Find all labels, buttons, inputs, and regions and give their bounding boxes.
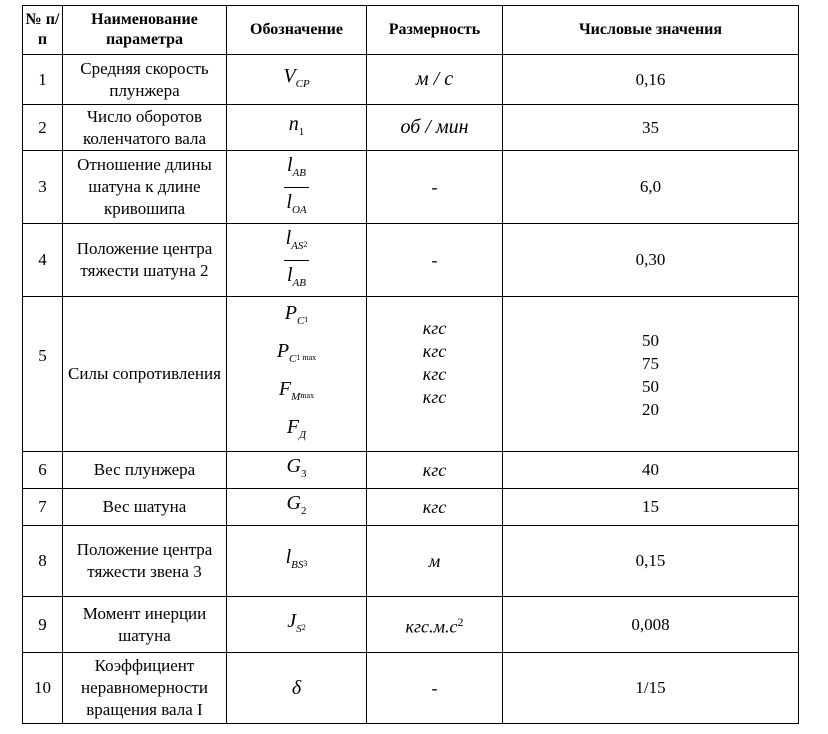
param-unit: м / с <box>367 55 503 105</box>
row-number: 1 <box>23 55 63 105</box>
table-row <box>23 452 799 489</box>
table-row <box>23 653 799 724</box>
param-unit: $кгс.м.с^2$ <box>367 597 503 653</box>
param-value: 0,008 <box>503 597 799 653</box>
param-unit: - <box>367 224 503 297</box>
param-unit: кгс <box>367 452 503 489</box>
row-number: 7 <box>23 489 63 526</box>
param-name: Коэффициент неравномерности вращения вала I <box>63 653 227 724</box>
param-name: Положение центра тяжести шатуна 2 <box>63 224 227 297</box>
param-symbol: $P_C1$ $P_C1$ max $F_M\max$ $F_Д$ <box>227 297 367 452</box>
param-unit: - <box>367 653 503 724</box>
table-row <box>23 55 799 105</box>
header-symbol: Обозначение <box>227 6 367 55</box>
param-value: 40 <box>503 452 799 489</box>
header-row <box>23 6 799 55</box>
param-symbol: $l_{BS}3$ <box>227 526 367 597</box>
param-symbol: $G_3$ <box>227 452 367 489</box>
row-number: 3 <box>23 151 63 224</box>
table-row <box>23 489 799 526</box>
param-value: 0,16 <box>503 55 799 105</box>
param-value: 0,15 <box>503 526 799 597</box>
param-value: 1/15 <box>503 653 799 724</box>
header-unit: Размерность <box>367 6 503 55</box>
row-number: 6 <box>23 452 63 489</box>
param-name: Момент инерции шатуна <box>63 597 227 653</box>
param-name: Положение центра тяжести звена 3 <box>63 526 227 597</box>
param-value: 6,0 <box>503 151 799 224</box>
row-number: 4 <box>23 224 63 297</box>
param-name: Вес плунжера <box>63 452 227 489</box>
param-symbol: $J_S2$ <box>227 597 367 653</box>
param-unit: кгс <box>367 489 503 526</box>
header-name: Наименование параметра <box>63 6 227 55</box>
param-name: Средняя скорость плунжера <box>63 55 227 105</box>
row-number: 5 <box>23 297 63 452</box>
param-name: Вес шатуна <box>63 489 227 526</box>
table-row <box>23 224 799 297</box>
row-number: 2 <box>23 105 63 151</box>
param-unit: об / мин <box>367 105 503 151</box>
header-value: Числовые значения <box>503 6 799 55</box>
header-num: № п/п <box>23 6 63 55</box>
row-number: 8 <box>23 526 63 597</box>
param-value: 15 <box>503 489 799 526</box>
param-symbol <box>227 151 367 224</box>
param-value: 50 75 50 20 <box>503 297 799 452</box>
param-value: 0,30 <box>503 224 799 297</box>
param-symbol: $G_2$ <box>227 489 367 526</box>
param-name: Силы сопротивления <box>63 297 227 452</box>
row-number: 10 <box>23 653 63 724</box>
fraction: $\frac{l_{AB}}{l_{OA}}$ <box>286 153 307 216</box>
table-row <box>23 105 799 151</box>
param-symbol: $n_1$ <box>227 105 367 151</box>
param-name: Число оборотов коленчатого вала <box>63 105 227 151</box>
table-row <box>23 526 799 597</box>
table-row <box>23 297 799 452</box>
table-row <box>23 597 799 653</box>
param-value: 35 <box>503 105 799 151</box>
param-unit: - <box>367 151 503 224</box>
param-name: Отношение длины шатуна к длине кривошипа <box>63 151 227 224</box>
row-number: 9 <box>23 597 63 653</box>
param-symbol: δ <box>227 653 367 724</box>
parameters-table <box>22 5 799 724</box>
param-unit: кгс кгс кгс кгс <box>367 297 503 452</box>
param-symbol: $V_{CP}$ <box>227 55 367 105</box>
fraction: $\frac{l_{AS}2}{l_{AB}}$ <box>285 226 308 289</box>
param-symbol <box>227 224 367 297</box>
table-row <box>23 151 799 224</box>
param-unit: м <box>367 526 503 597</box>
